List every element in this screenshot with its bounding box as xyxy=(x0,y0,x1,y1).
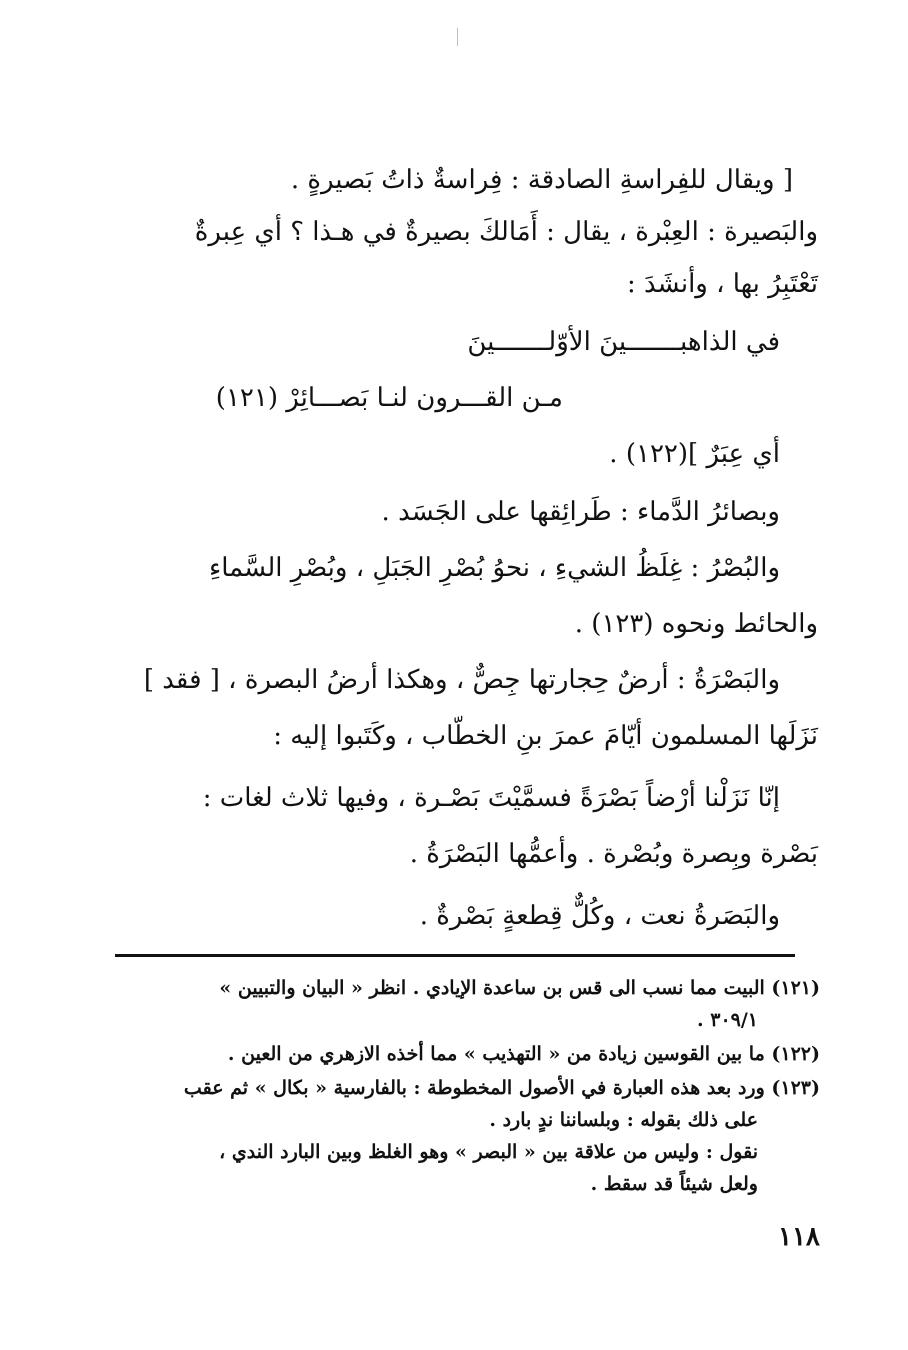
text-line-11: بَصْرة وبِصرة وبُصْرة . وأعمُّها البَصْرَةُ . xyxy=(409,839,818,869)
footnote-123-cont-3: ولعل شيئاً قد سقط . xyxy=(590,1173,758,1195)
text-line-10: إنّا نَزَلْنا أرْضاً بَصْرَةً فسمَّيْتَ بَصْـرة ، وفيها ثلاث لغات : xyxy=(202,783,780,813)
scan-mark xyxy=(457,28,458,46)
page-number: ١١٨ xyxy=(778,1222,820,1252)
text-line-6: والبُصْرُ : غِلَظُ الشيءِ ، نحوُ بُصْرِ الجَبَلِ ، وبُصْرِ السَّماءِ xyxy=(209,553,780,583)
text-line-1: [ ويقال للفِراسةِ الصادقة : فِراسةٌ ذاتُ بَصيرةٍ . xyxy=(290,165,793,195)
verse-line-1: في الذاهبـــــــينَ الأوّلـــــــينَ xyxy=(467,327,780,357)
footnote-123-cont-1: على ذلك بقوله : وبلساننا ندٍ بارد . xyxy=(489,1109,758,1131)
text-line-9: نَزَلَها المسلمون أيّامَ عمرَ بنِ الخطّاب ، وكَتَبوا إليه : xyxy=(273,721,818,751)
text-line-2: والبَصيرة : العِبْرة ، يقال : أَمَالكَ بصيرةٌ في هـذا ؟ أي عِبرةٌ xyxy=(194,217,818,247)
footnote-121: (١٢١) البيت مما نسب الى قس بن ساعدة الإيادي . انظر « البيان والتبيين » xyxy=(219,977,820,999)
footnote-divider xyxy=(115,954,795,957)
text-line-7: والحائط ونحوه (١٢٣) . xyxy=(574,609,818,639)
verse-line-2: مـن القـــرون لنـا بَصـــائِرْ (١٢١) xyxy=(215,383,563,413)
footnote-122: (١٢٢) ما بين القوسين زيادة من « التهذيب » مما أخذه الازهري من العين . xyxy=(227,1043,820,1065)
text-line-12: والبَصَرةُ نعت ، وكُلٌّ قِطعةٍ بَصْرةٌ . xyxy=(419,901,780,931)
text-line-3: تَعْتَبِرُ بها ، وأنشَدَ : xyxy=(626,269,818,299)
footnote-123: (١٢٣) ورد بعد هذه العبارة في الأصول المخطوطة : بالفارسية « بكال » ثم عقب xyxy=(183,1077,820,1099)
text-line-4: أي عِبَرٌ ](١٢٢) . xyxy=(609,439,780,469)
text-line-8: والبَصْرَةُ : أرضٌ حِجارتها جِصٌّ ، وهكذا أرضُ البصرة ، [ فقد ] xyxy=(143,665,780,695)
text-line-5: وبصائرُ الدَّماء : طَرائِقها على الجَسَد . xyxy=(381,497,780,527)
footnote-123-cont-2: نقول : وليس من علاقة بين « البصر » وهو الغلظ وبين البارد الندي ، xyxy=(219,1141,758,1163)
footnote-121-cont: ٣٠٩/١ . xyxy=(697,1009,758,1031)
